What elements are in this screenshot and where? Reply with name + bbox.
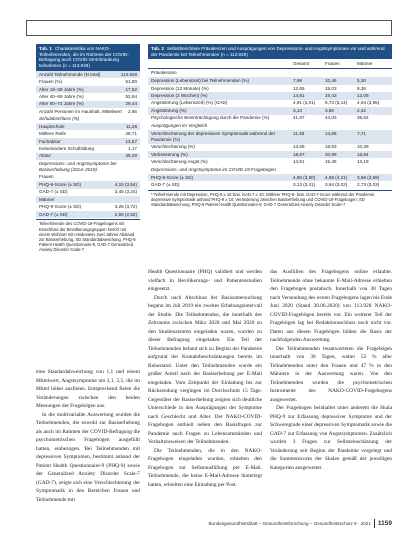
table-row: GAD-7 (± SD) 2,59 (2,82) bbox=[36, 211, 140, 218]
table-2 bbox=[148, 44, 392, 209]
table-row: Männer bbox=[36, 196, 140, 203]
table-row: Anzahl Teilnehmende (N total) 113.928 bbox=[36, 71, 140, 78]
paragraph: Der Fragebogen beinhaltet unter anderem die Skala PHQ-9 zur Erfassung depressiver Symptome und der Schweregrade einer depressiven Symptomatik sowie die GAD-7 zur Erfassung von Angstsymptomen. Zusätzlich wurden 3 Fragen zur Selbsteinschätzung der Veränderung seit Beginn der Pandemie vorgelegt und die Summenscores der Skalen gemäß der jeweiligen Kategorien ausgewertet. bbox=[270, 405, 392, 471]
body-column-1 bbox=[36, 368, 140, 504]
paragraph: Die Teilnehmenden, die in den NAKO-Fragebogen eingeladen wurden, erhielten den Fragebogen zur Selbstausfüllung per E-Mail. Teilnehmende, die keine E-Mail-Adresse hinterlegt hatten, erhielten eine Einladung per Post. bbox=[148, 447, 262, 488]
column-header-gesamt: Gesamt bbox=[293, 60, 310, 66]
table-row: Mittlere Reife 28,71 bbox=[39, 131, 137, 137]
table-section-heading: Ausprägungen im Vergleich bbox=[151, 123, 208, 128]
table-row: Alter 60–74 Jahre (%) 29,44 bbox=[36, 101, 140, 108]
table-row: Alter 19–39 Jahre (%) 17,62 bbox=[36, 86, 140, 93]
paragraph: Durch nach Abschluss der Basisuntersuchung begann im Juli 2019 ein zweites Erhebungsintervall der Studie. Die Teilnehmenden, die innerhalb des Zeitraums zwischen März 2020 und Mai 2020 zu den Studienzentren eingeladen waren, wurden zu dieser Befragung eingeladen. Ein Teil der Teilnehmenden befand sich zu Beginn der Pandemie aufgrund der Kontaktbeschränkungen bereits im Ruhestand. Unter den Teilnehmenden wurde ein großer Anteil nach der Basiserhebung per E-Mail eingeladen. Vom Zeitpunkt der Einladung bis zur Rücksendung vergingen im Durchschnitt 15 Tage. Gegenüber der Basiserhebung zeigten sich deutliche Unterschiede in den Ausprägungen der Symptome nach Geschlecht und Alter. Der NAKO-COVID-Fragebogen enthielt neben den Basisfragen zur Pandemie auch Fragen zu Lebensumständen und Verhaltensweisen der Teilnehmenden. bbox=[148, 294, 262, 445]
table-2-number: Tab. 2 bbox=[151, 46, 164, 51]
body-column-3 bbox=[270, 268, 392, 472]
table-2-caption bbox=[148, 44, 392, 59]
table-1-footnote: Teilnehmende des COVID-19-Fragebogens mit Einschluss der Bevölkerungsgruppen NAKO mit einem Wohnort mit mindestens zwei Jahren Abstand zur Basiserhebung, SD Standardabweichung, PHQ-9 Patient Health Questionnaire-9, GAD-7 Generalized Anxiety Disorder Scale-7 bbox=[36, 219, 140, 253]
paragraph: eine Standardabweichung von 1,1 und einem Mittelwert, Angstsymptome um 2,1, 2,5, die im Mittel höher ausfielen. Entsprechend fielen die Veränderungen zwischen den beiden Messungen der Fragebögen aus. bbox=[36, 369, 140, 409]
column-header-frauen: Frauen bbox=[325, 60, 340, 66]
table-row: Depression (12 Monate) (%) 12,65 15,03 9,36 bbox=[151, 85, 366, 91]
table-row: Depression (Lebenszeit) bei Teilnehmenden (%) 7,98 10,46 5,30 bbox=[148, 77, 392, 84]
page-header-bar bbox=[26, 20, 392, 36]
paragraph: das Ausfüllen des Fragebogens online erlaubte. Teilnehmende ohne bekannte E-Mail-Adresse erhielten den Fragebogen postalisch. Innerhalb von 30 Tagen nach Versendung des ersten Fragebogens lagen bis Ende Juni 2020 (Stand 30.06.2020) von 113.928 NAKO-COVID-Fragebögen bereits vor. Ein weiterer Teil der Fragebögen lag bei Redaktionsschluss noch nicht vor. Daten aus diesen Fragebögen bilden die Basis der nachfolgenden Auswertung. bbox=[270, 269, 392, 343]
table-1-caption-text: Charakteristika von NAKO-Teilnehmenden, die im Rahmen der COVID-Befragung auch COVID-19-Erkrankung teilnahmen (n = 113.928) bbox=[39, 46, 129, 69]
table-section-heading: Prävalenzen bbox=[151, 70, 177, 76]
table-row: Depression (2 Wochen) (%) 14,81 16,43 13,09 bbox=[148, 92, 392, 99]
table-row: Verschlechterung der depressiven Symptomatik während der Pandemie (%) 11,38 14,88 7,71 bbox=[148, 130, 392, 144]
table-row: Verbesserung (%) 18,87 20,99 16,84 bbox=[148, 151, 392, 158]
column-header-maenner: Männer bbox=[357, 60, 373, 66]
table-section-heading: Depressions- und Angstsymptome bei Basiserhebung (2014–2019) bbox=[39, 160, 117, 172]
table-row: PHQ-9-Score (± SD) 4,15 (3,64) bbox=[36, 181, 140, 188]
table-1-caption bbox=[36, 44, 140, 71]
table-1-number: Tab. 1 bbox=[39, 46, 52, 51]
table-section-heading: Depressions- und Angstsymptome im COVID-19-Fragebogen bbox=[151, 166, 276, 172]
table-row: Angststörung (Lebenszeit) (%) (GAD) 4,91 (4,01) 5,73 (5,14) 4,04 (3,95) bbox=[151, 100, 380, 106]
paragraph: Health Questionnaire (PHQ) validiert und werden vielfach in Bevölkerungs- und Patientenstudien eingesetzt. bbox=[148, 269, 262, 292]
table-2-column-headers bbox=[148, 59, 392, 69]
table-row: Fachabitur 13,57 bbox=[36, 138, 140, 145]
table-section-heading: Schulabschluss (%) bbox=[39, 116, 80, 122]
body-column-2 bbox=[148, 268, 262, 489]
paragraph: In die multivariable Auswertung wurden die Teilnehmenden, die sowohl zur Basiserhebung als auch im Rahmen der COVID-Befragung die psychometrischen Fragebögen ausgefüllt hatten, einbezogen. Bei Teilnehmenden mit depressiven Symptomen, bestimmt anhand der Patient Health Questionnaire-9 (PHQ-9) sowie der Generalized Anxiety Disorder Scale-7 (GAD-7), zeigte sich eine Verschlechterung der Symptomatik in den Bereichen Frauen und Teilnehmende mit bbox=[36, 411, 140, 503]
page-footer bbox=[196, 519, 392, 528]
table-row: Angststörung (%) 3,13 3,80 2,42 bbox=[148, 107, 392, 114]
table-row: Alter 40–59 Jahre (%) 52,94 bbox=[39, 93, 137, 99]
table-row: Anzahl Personen im Haushalt, Mittelwert 2,66 bbox=[39, 108, 137, 114]
table-row: PHQ-9-Score (± SD) 4,60 (3,60) 4,59 (4,21) 3,59 (3,69) bbox=[148, 174, 392, 181]
table-row: Verschlechterung (%) 13,66 18,93 10,39 bbox=[151, 144, 369, 150]
table-row: Abitur 45,29 bbox=[36, 153, 140, 160]
paragraph: Die Teilnehmenden beantworteten die Fragebögen innerhalb von 30 Tagen, wobei 52 % aller Teilnehmenden unter den Frauen und 47 % in den Männern in der Auswertung waren. Von den Teilnehmenden wurden die psychometrischen Instrumente des NAKO-COVID-Fragebogens ausgewertet. bbox=[270, 345, 392, 403]
journal-name: Bundesgesundheitsblatt – Gesundheitsforschung – Gesundheitsschutz 9 · 2021 bbox=[208, 521, 371, 526]
table-row: Psychologische Beeinträchtigung durch die Pandemie (%) 41,97 44,03 39,82 bbox=[151, 115, 369, 121]
table-row: Keine/andere Schulbildung 1,17 bbox=[39, 146, 137, 151]
table-2-footnote: * Teilnehmende mit Depression, PHQ-9 ≥ 10 bzw. GAD-7 ≥ 10; mittlerer PHQ-9- bzw. GAD-7-Score während der Pandemie; depressive Symptomatik anhand PHQ-9 ≥ 10; Veränderung zwischen Basiserhebung und COVID-19-Fragebogen; SD Standardabweichung; PHQ-9 Patient Health Questionnaire-9; GAD-7 Generalized Anxiety Disorder Scale-7 bbox=[148, 190, 392, 209]
table-row: PHQ-9-Score (± SD) 3,25 (3,72) bbox=[39, 204, 137, 210]
table-row: GAD-7 (± SD) 3,13 (3,41) 3,64 (3,02) 2,73 (3,03) bbox=[151, 182, 380, 188]
footer-divider bbox=[374, 519, 375, 528]
table-row: Verschlechterung Angst (%) 14,51 15,46 13,19 bbox=[151, 159, 369, 165]
table-row: GAD-7 (± SD) 3,45 (3,24) bbox=[39, 189, 137, 195]
table-row: Frauen bbox=[39, 174, 54, 180]
table-1 bbox=[36, 44, 140, 254]
table-row: Frauen (%) 51,80 bbox=[39, 79, 137, 85]
table-row: Hauptschule 11,26 bbox=[36, 123, 140, 130]
table-2-caption-text: Selbstberichtete Prävalenzen und Ausprägungen von Depressions- und Angstsymptomen vor und während der Pandemie bei Teilnehmenden (n = 113.928) bbox=[151, 46, 385, 57]
page-number: 1159 bbox=[377, 520, 392, 527]
